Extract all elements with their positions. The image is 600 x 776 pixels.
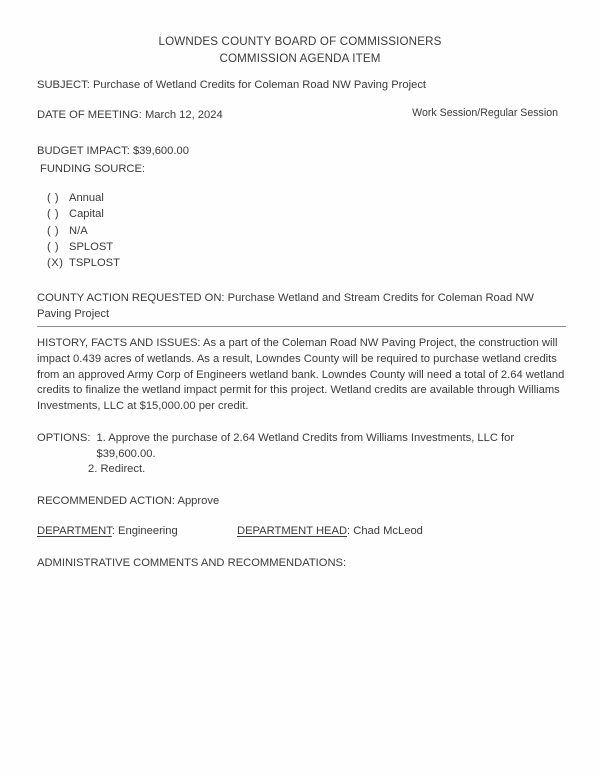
budget-impact-row (37, 144, 565, 159)
funding-source-label: FUNDING SOURCE: (40, 163, 146, 175)
funding-option-label: Capital (69, 208, 104, 221)
recommended-action-label: RECOMMENDED ACTION: (37, 494, 175, 507)
county-action-value: Purchase Wetland and Stream Credits for Coleman Road NW Paving Project (37, 292, 534, 320)
funding-option-label: N/A (69, 224, 88, 237)
department-head-value: : Chad McLeod (347, 524, 423, 537)
department-value: : Engineering (111, 524, 178, 537)
checkbox-icon[interactable]: ( ) (47, 208, 60, 221)
budget-impact-value: $39,600.00 (132, 145, 189, 157)
department-head-group (237, 525, 423, 537)
section-divider (37, 326, 566, 327)
funding-option-annual[interactable] (47, 190, 565, 206)
options-item-1: 1. Approve the purchase of 2.64 Wetland Credits from Williams Investments, LLC for $39,600.00. (96, 432, 515, 460)
subject-value: Purchase of Wetland Credits for Coleman Road NW Paving Project (92, 79, 427, 91)
department-head-label: DEPARTMENT HEAD (237, 524, 348, 537)
subject-label: SUBJECT: (37, 79, 90, 91)
document-header (0, 0, 600, 67)
funding-option-splost[interactable] (47, 239, 565, 255)
funding-source-options (37, 190, 565, 271)
options-block (37, 431, 565, 478)
recommended-action-row (37, 495, 565, 507)
document-body (37, 78, 565, 569)
administrative-comments-label: ADMINISTRATIVE COMMENTS AND RECOMMENDATIONS: (37, 556, 347, 569)
history-row (37, 336, 565, 414)
options-label: OPTIONS: (37, 432, 91, 445)
meeting-date-group (37, 108, 223, 123)
options-first-line (37, 431, 565, 462)
department-row (37, 525, 565, 537)
document-title: COMMISSION AGENDA ITEM (219, 52, 381, 65)
meeting-date-row (37, 108, 565, 123)
checkbox-checked-icon[interactable]: (X) (47, 257, 64, 270)
funding-option-label: SPLOST (69, 240, 114, 253)
meeting-date-value: March 12, 2024 (144, 109, 223, 121)
funding-option-label: Annual (69, 192, 104, 204)
department-group (37, 525, 237, 537)
checkbox-icon[interactable]: ( ) (47, 224, 60, 237)
checkbox-icon[interactable]: ( ) (47, 240, 60, 253)
department-label: DEPARTMENT (37, 524, 112, 537)
funding-option-na[interactable] (47, 223, 565, 239)
history-value: As a part of the Coleman Road NW Paving Project, the construction will impact 0.439 acres of wetlands. As a result, Lowndes County will be required to purchase wetland credits from an approved Army Corp of Engineers wetland bank. Lowndes County will need a total of 2.64 wetland credits to finalize the wetland impact permit for this project. Wetland credits are available through Williams Investments, LLC at $15,000.00 per credit. (37, 337, 565, 412)
history-label: HISTORY, FACTS AND ISSUES: (37, 337, 201, 350)
session-type: Work Session/Regular Session (412, 107, 558, 119)
funding-option-capital[interactable] (47, 206, 565, 222)
recommended-action-value: Approve (177, 494, 220, 507)
subject-row (37, 78, 565, 93)
meeting-date-label: DATE OF MEETING: (37, 109, 142, 121)
funding-option-label: TSPLOST (69, 257, 120, 270)
options-item-2: 2. Redirect. (88, 463, 146, 476)
checkbox-icon[interactable]: ( ) (47, 192, 60, 204)
budget-impact-label: BUDGET IMPACT: (37, 145, 130, 157)
county-action-row (37, 291, 565, 325)
funding-option-tsplost[interactable] (47, 255, 565, 271)
organization-title: LOWNDES COUNTY BOARD OF COMMISSIONERS (158, 35, 442, 48)
county-action-label: COUNTY ACTION REQUESTED ON: (37, 292, 225, 305)
